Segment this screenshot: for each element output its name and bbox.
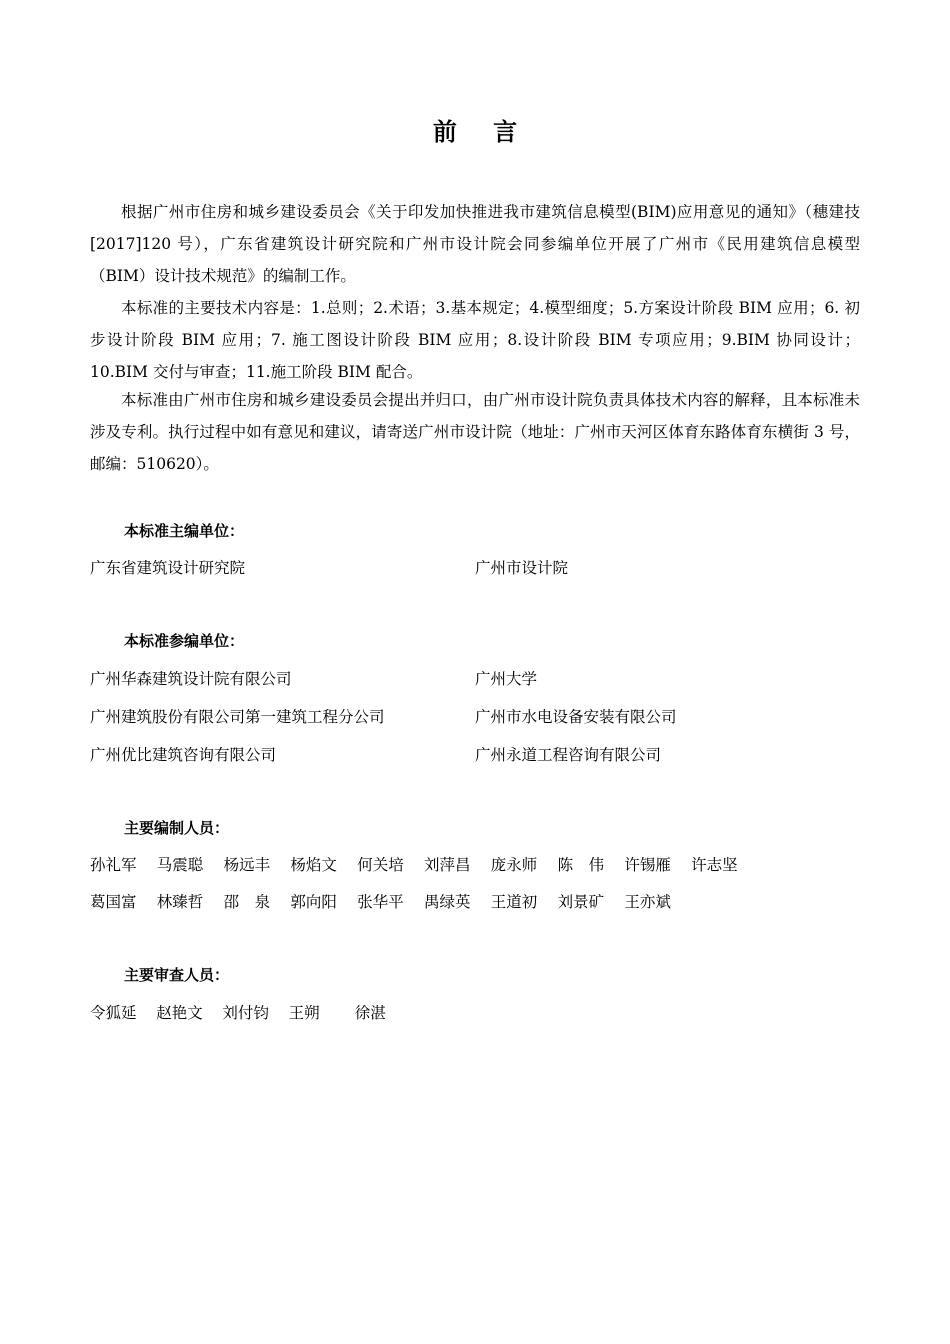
- drafter-name: 许志坚: [691, 856, 738, 874]
- participating-unit: 广州华森建筑设计院有限公司: [90, 670, 292, 688]
- drafter-name: 孙礼军: [90, 856, 137, 874]
- reviewer-name: 王朔: [288, 1004, 320, 1022]
- drafter-name: 杨焰文: [290, 856, 337, 874]
- drafter-name: 王亦斌: [624, 893, 671, 911]
- drafter-name: 马震聪: [156, 856, 204, 874]
- drafter-name: 刘景矿: [557, 893, 605, 911]
- paragraph-contents: 本标准的主要技术内容是：1.总则；2.术语；3.基本规定；4.模型细度；5.方案设计阶段 BIM 应用；6. 初步设计阶段 BIM 应用；7. 施工图设计阶段 BIM 应用；8.设计阶段 BIM 专项应用；9.BIM 协同设计；10.BIM 交付与审查；11.施工阶段 BIM 配合。: [90, 299, 860, 381]
- participating-unit: 广州大学: [475, 670, 538, 688]
- drafter-name: 林臻哲: [156, 893, 204, 911]
- drafter-name: 邵 泉: [223, 893, 271, 911]
- drafter-name: 杨远丰: [223, 856, 271, 874]
- reviewers-row: [90, 1001, 421, 1023]
- paragraph-background: 根据广州市住房和城乡建设委员会《关于印发加快推进我市建筑信息模型(BIM)应用意见的通知》（穗建技[2017]120 号），广东省建筑设计研究院和广州市设计院会同参编单位开展了广州市《民用建筑信息模型（BIM）设计技术规范》的编制工作。: [90, 203, 860, 285]
- paragraph-administration: 本标准由广州市住房和城乡建设委员会提出并归口，由广州市设计院负责具体技术内容的解释，且本标准未涉及专利。执行过程中如有意见和建议，请寄送广州市设计院（地址：广州市天河区体育东路体育东横街 3 号，邮编：510620）。: [90, 391, 860, 473]
- drafters-row-1: [90, 853, 758, 875]
- participating-unit: 广州永道工程咨询有限公司: [475, 746, 662, 764]
- drafter-name: 何关培: [357, 856, 404, 874]
- reviewer-name: 赵艳文: [156, 1004, 203, 1022]
- drafter-name: 葛国富: [90, 893, 137, 911]
- participating-unit: 广州市水电设备安装有限公司: [475, 708, 677, 726]
- drafters-heading: 主要编制人员：: [124, 819, 230, 837]
- participating-units-heading: 本标准参编单位：: [124, 632, 245, 650]
- drafter-name: 郭向阳: [290, 893, 337, 911]
- drafter-name: 王道初: [490, 893, 538, 911]
- reviewer-name: 刘付钧: [222, 1004, 269, 1022]
- drafter-name: 刘萍昌: [423, 856, 471, 874]
- participating-unit: 广州建筑股份有限公司第一建筑工程分公司: [90, 708, 385, 726]
- chief-unit: 广州市设计院: [475, 559, 569, 577]
- participating-unit: 广州优比建筑咨询有限公司: [90, 746, 277, 764]
- page-title: 前 言: [432, 118, 532, 146]
- drafter-name: 许锡雁: [624, 856, 671, 874]
- reviewer-name: 徐湛: [354, 1004, 386, 1022]
- reviewer-name: 令狐延: [90, 1004, 137, 1022]
- drafter-name: 陈 伟: [557, 856, 605, 874]
- drafter-name: 庞永师: [490, 856, 538, 874]
- chief-unit: 广东省建筑设计研究院: [90, 559, 246, 577]
- drafter-name: 张华平: [357, 893, 404, 911]
- drafters-row-2: [90, 890, 691, 912]
- chief-units-heading: 本标准主编单位：: [124, 522, 245, 540]
- drafter-name: 禺绿英: [423, 893, 471, 911]
- reviewers-heading: 主要审查人员：: [124, 966, 230, 984]
